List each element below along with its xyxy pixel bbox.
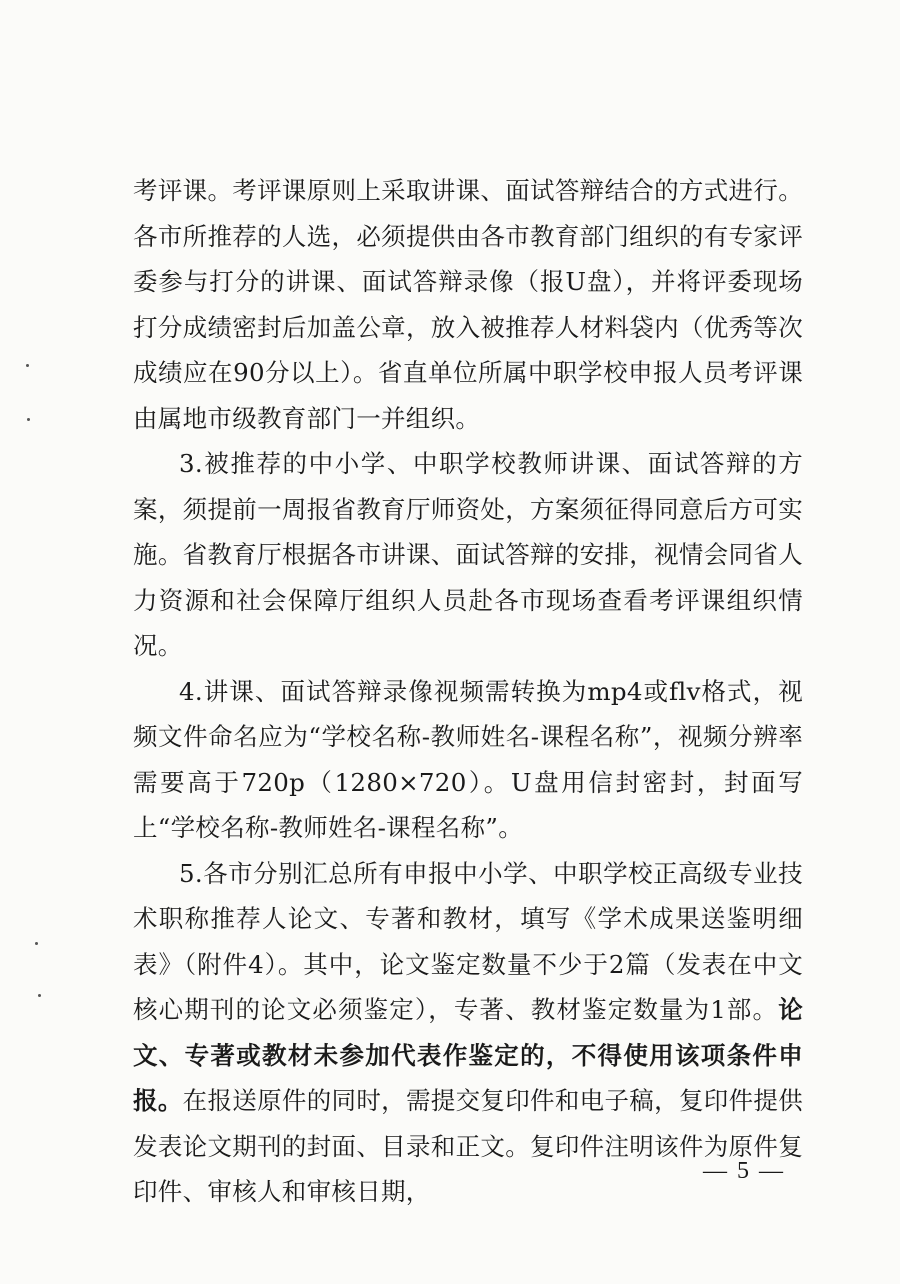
scan-speck	[27, 418, 30, 421]
paragraph-4-text-a: 5.各市分别汇总所有申报中小学、中职学校正高级专业技术职称推荐人论文、专著和教材，填写《学术成果送鉴明细表》（附件4）。其中，论文鉴定数量不少于2篇（发表在中文核心期刊的论文必须鉴定），专著、教材鉴定数量为1部。	[133, 858, 803, 1024]
paragraph-2-text: 3.被推荐的中小学、中职学校教师讲课、面试答辩的方案，须提前一周报省教育厅师资处，方案须征得同意后方可实施。省教育厅根据各市讲课、面试答辩的安排，视情会同省人力资源和社会保障厅组织人员赴各市现场查看考评课组织情况。	[133, 449, 803, 660]
scan-speck	[38, 994, 41, 997]
scan-speck	[35, 942, 38, 945]
document-body	[133, 168, 803, 1215]
paragraph-1-text: 考评课。考评课原则上采取讲课、面试答辩结合的方式进行。各市所推荐的人选，必须提供由各市教育部门组织的有专家评委参与打分的讲课、面试答辩录像（报U盘），并将评委现场打分成绩密封后加盖公章，放入被推荐人材料袋内（优秀等次成绩应在90分以上）。省直单位所属中职学校申报人员考评课由属地市级教育部门一并组织。	[133, 176, 803, 433]
paragraph-3-text: 4.讲课、面试答辩录像视频需转换为mp4或flv格式，视频文件命名应为“学校名称-教师姓名-课程名称”，视频分辨率需要高于720p（1280×720）。U盘用信封密封，封面写上“学校名称-教师姓名-课程名称”。	[133, 676, 803, 842]
paragraph-3	[133, 669, 803, 851]
page-number: — 5 —	[703, 1158, 785, 1184]
paragraph-2	[133, 441, 803, 669]
paragraph-4-bold-notice: 论文、专著或教材未参加代表作鉴定的，不得使用该项条件申报。	[133, 995, 803, 1115]
scan-speck	[26, 364, 29, 367]
paragraph-1	[133, 168, 803, 441]
paragraph-4-text-b: 在报送原件的同时，需提交复印件和电子稿，复印件提供发表论文期刊的封面、目录和正文。复印件注明该件为原件复印件、审核人和审核日期，	[133, 1086, 803, 1206]
